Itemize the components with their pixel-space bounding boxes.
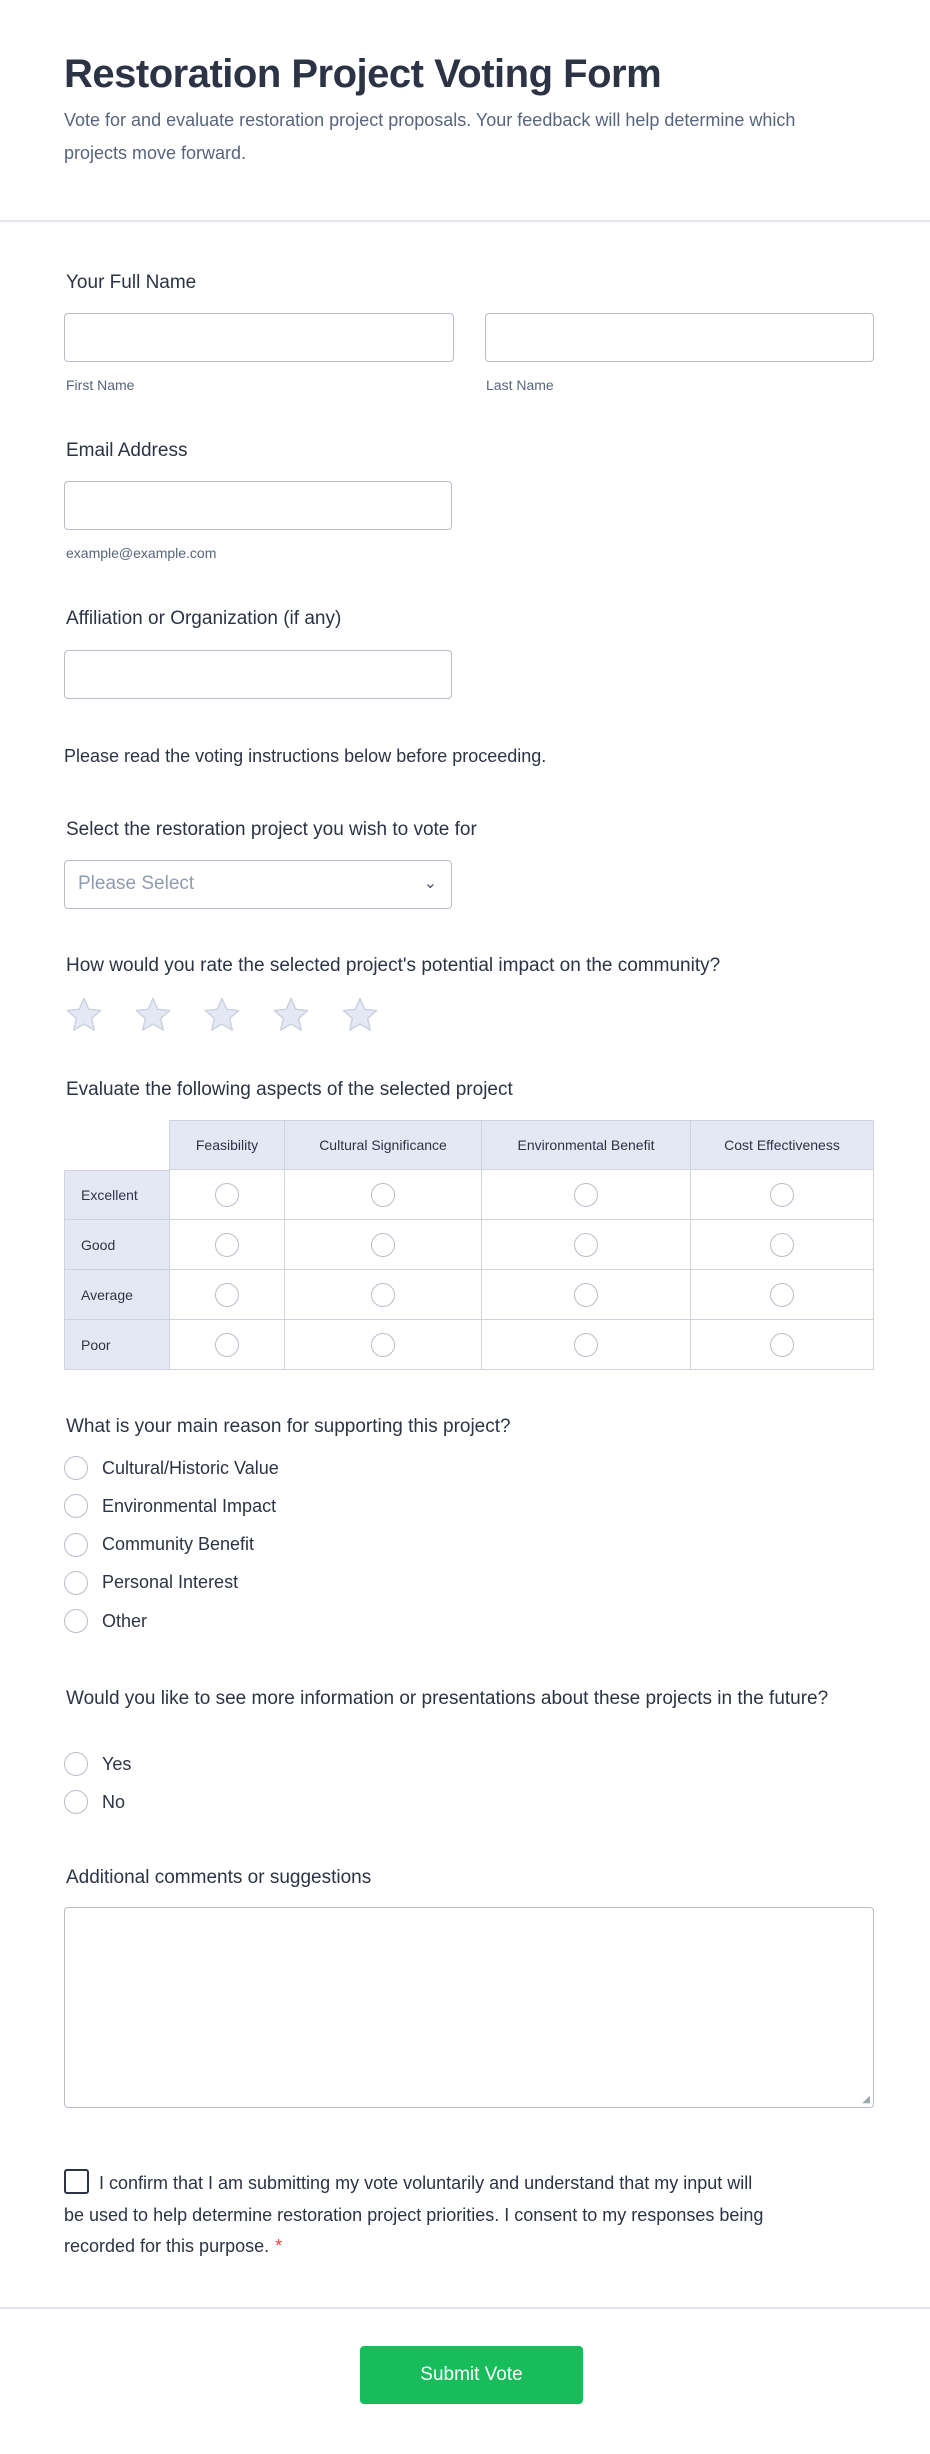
matrix-radio[interactable] bbox=[215, 1183, 239, 1207]
matrix-row-header: Good bbox=[64, 1220, 170, 1270]
matrix-radio[interactable] bbox=[371, 1183, 395, 1207]
matrix-cell bbox=[285, 1320, 482, 1370]
footer-divider bbox=[0, 2307, 930, 2309]
reason-option[interactable] bbox=[64, 1456, 279, 1480]
matrix-row bbox=[64, 1270, 874, 1320]
required-asterisk: * bbox=[275, 2236, 283, 2256]
affiliation-input[interactable] bbox=[64, 650, 452, 699]
matrix-cell bbox=[482, 1170, 691, 1220]
matrix-radio[interactable] bbox=[770, 1333, 794, 1357]
matrix-radio[interactable] bbox=[371, 1333, 395, 1357]
first-name-input[interactable] bbox=[64, 313, 454, 362]
star-icon[interactable] bbox=[340, 995, 380, 1035]
email-input[interactable] bbox=[64, 481, 452, 530]
matrix-cell bbox=[482, 1220, 691, 1270]
consent-text: I confirm that I am submitting my vote voluntarily and understand that my input will be used to help determine restoration project priorities. I consent to my responses being recorded for this purpose. bbox=[64, 2173, 764, 2256]
matrix-radio[interactable] bbox=[770, 1183, 794, 1207]
email-label: Email Address bbox=[66, 440, 188, 461]
project-select-label: Select the restoration project you wish to vote for bbox=[66, 819, 477, 840]
matrix-radio[interactable] bbox=[574, 1283, 598, 1307]
matrix-row bbox=[64, 1320, 874, 1370]
star-rating bbox=[64, 995, 380, 1035]
evaluation-matrix bbox=[64, 1120, 874, 1370]
option-label: Personal Interest bbox=[102, 1572, 239, 1593]
more-info-option[interactable] bbox=[64, 1752, 131, 1776]
matrix-cell bbox=[482, 1320, 691, 1370]
matrix-cell bbox=[170, 1270, 285, 1320]
star-icon[interactable] bbox=[64, 995, 104, 1035]
resize-handle-icon[interactable]: ◢ bbox=[862, 2094, 870, 2105]
matrix-row bbox=[64, 1220, 874, 1270]
matrix-radio[interactable] bbox=[371, 1233, 395, 1257]
matrix-cell bbox=[285, 1220, 482, 1270]
matrix-radio[interactable] bbox=[371, 1283, 395, 1307]
reason-option[interactable] bbox=[64, 1571, 238, 1595]
matrix-radio[interactable] bbox=[574, 1333, 598, 1357]
matrix-column-header: Environmental Benefit bbox=[482, 1120, 691, 1170]
matrix-radio[interactable] bbox=[215, 1283, 239, 1307]
star-icon[interactable] bbox=[271, 995, 311, 1035]
matrix-cell bbox=[285, 1170, 482, 1220]
matrix-radio[interactable] bbox=[770, 1233, 794, 1257]
comments-label: Additional comments or suggestions bbox=[66, 1867, 372, 1888]
reason-option[interactable] bbox=[64, 1494, 276, 1518]
matrix-cell bbox=[170, 1170, 285, 1220]
matrix-cell bbox=[482, 1270, 691, 1320]
email-sublabel: example@example.com bbox=[66, 545, 217, 561]
option-label: No bbox=[102, 1791, 126, 1812]
matrix-row-header: Excellent bbox=[64, 1170, 170, 1220]
reason-option[interactable] bbox=[64, 1609, 147, 1633]
matrix-cell bbox=[170, 1320, 285, 1370]
matrix-cell bbox=[691, 1170, 874, 1220]
radio-button[interactable] bbox=[64, 1790, 88, 1814]
matrix-cell bbox=[170, 1220, 285, 1270]
radio-button[interactable] bbox=[64, 1609, 88, 1633]
matrix-cell bbox=[691, 1270, 874, 1320]
matrix-cell bbox=[285, 1270, 482, 1320]
option-label: Other bbox=[102, 1610, 148, 1631]
full-name-label: Your Full Name bbox=[66, 272, 197, 293]
option-label: Cultural/Historic Value bbox=[102, 1457, 279, 1478]
submit-vote-button[interactable]: Submit Vote bbox=[360, 2346, 583, 2404]
radio-button[interactable] bbox=[64, 1571, 88, 1595]
matrix-cell bbox=[691, 1220, 874, 1270]
reason-option[interactable] bbox=[64, 1533, 254, 1557]
affiliation-label: Affiliation or Organization (if any) bbox=[66, 608, 342, 629]
option-label: Environmental Impact bbox=[102, 1495, 277, 1516]
matrix-radio[interactable] bbox=[215, 1333, 239, 1357]
consent-checkbox[interactable] bbox=[64, 2169, 89, 2194]
header-divider bbox=[0, 220, 930, 222]
page-subtitle: Vote for and evaluate restoration project proposals. Your feedback will help determine which projects move forward. bbox=[64, 110, 796, 163]
matrix-row-header: Average bbox=[64, 1270, 170, 1320]
more-info-option[interactable] bbox=[64, 1790, 125, 1814]
comments-textarea[interactable] bbox=[64, 1907, 874, 2108]
matrix-radio[interactable] bbox=[215, 1233, 239, 1257]
option-label: Community Benefit bbox=[102, 1534, 255, 1555]
option-label: Yes bbox=[102, 1753, 132, 1774]
matrix-corner bbox=[64, 1120, 170, 1170]
star-icon[interactable] bbox=[133, 995, 173, 1035]
matrix-column-header: Cultural Significance bbox=[285, 1120, 482, 1170]
last-name-sublabel: Last Name bbox=[486, 377, 554, 393]
matrix-radio[interactable] bbox=[574, 1233, 598, 1257]
matrix-radio[interactable] bbox=[574, 1183, 598, 1207]
rating-label: How would you rate the selected project's potential impact on the community? bbox=[66, 955, 721, 976]
star-icon[interactable] bbox=[202, 995, 242, 1035]
matrix-column-header: Feasibility bbox=[170, 1120, 285, 1170]
chevron-down-icon: ⌄ bbox=[423, 875, 437, 892]
radio-button[interactable] bbox=[64, 1494, 88, 1518]
radio-button[interactable] bbox=[64, 1456, 88, 1480]
project-select-value: Please Select bbox=[78, 873, 195, 894]
instructions-text: Please read the voting instructions below before proceeding. bbox=[64, 746, 547, 766]
matrix-label: Evaluate the following aspects of the selected project bbox=[66, 1079, 513, 1100]
matrix-radio[interactable] bbox=[770, 1283, 794, 1307]
radio-button[interactable] bbox=[64, 1752, 88, 1776]
matrix-row-header: Poor bbox=[64, 1320, 170, 1370]
matrix-row bbox=[64, 1170, 874, 1220]
page-title: Restoration Project Voting Form bbox=[64, 52, 662, 96]
last-name-input[interactable] bbox=[485, 313, 874, 362]
first-name-sublabel: First Name bbox=[66, 377, 135, 393]
more-info-label: Would you like to see more information or presentations about these projects in the future? bbox=[66, 1688, 829, 1709]
reason-label: What is your main reason for supporting this project? bbox=[66, 1416, 511, 1437]
radio-button[interactable] bbox=[64, 1533, 88, 1557]
matrix-cell bbox=[691, 1320, 874, 1370]
matrix-column-header: Cost Effectiveness bbox=[691, 1120, 874, 1170]
consent-field bbox=[64, 2168, 774, 2263]
project-select[interactable] bbox=[64, 860, 452, 909]
